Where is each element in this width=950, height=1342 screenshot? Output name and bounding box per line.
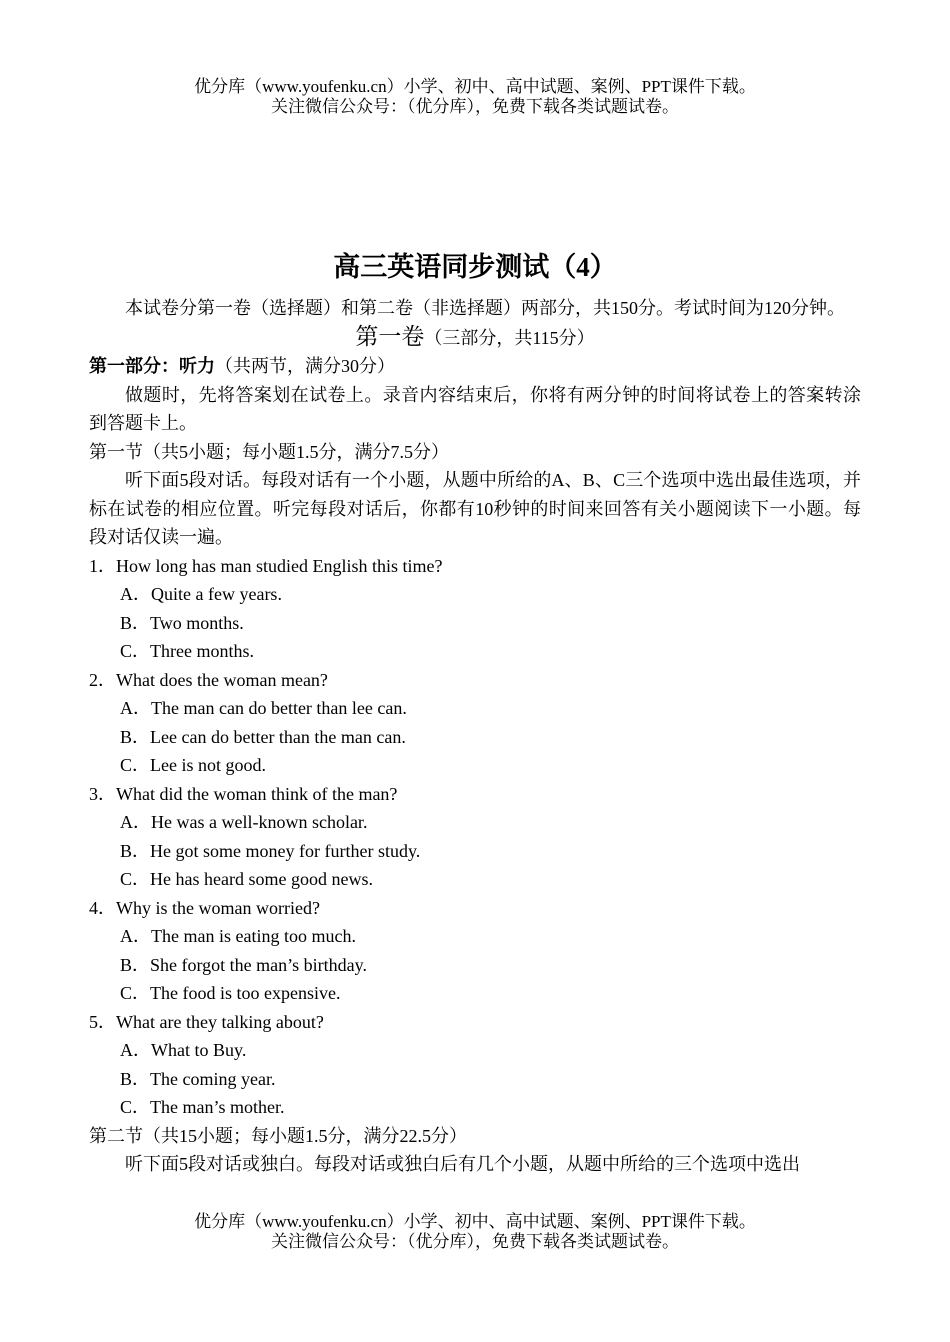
question-stem: 5．What are they talking about? [89, 1011, 324, 1032]
option-b: B．Two months. [120, 612, 244, 633]
question-stem: 3．What did the woman think of the man? [89, 783, 398, 804]
section-2-instruction: 听下面5段对话或独白。每段对话或独白后有几个小题，从题中所给的三个选项中选出 [125, 1154, 800, 1174]
question-4 [89, 894, 861, 1008]
volume-1-heading [89, 323, 861, 353]
header-line-2: 关注微信公众号：（优分库），免费下载各类试题试卷。 [271, 97, 679, 116]
volume-1-subtitle: （三部分，共115分） [424, 327, 595, 348]
question-stem: 1．How long has man studied English this time? [89, 555, 443, 576]
intro-paragraph: 本试卷分第一卷（选择题）和第二卷（非选择题）两部分，共150分。考试时间为120分钟。 [125, 298, 845, 318]
section-2-heading: 第二节（共15小题；每小题1.5分，满分22.5分） [89, 1125, 467, 1146]
document-body [89, 294, 861, 1179]
page-footer [0, 1212, 950, 1252]
option-a: A．The man is eating too much. [120, 926, 356, 946]
section-1-heading: 第一节（共5小题；每小题1.5分，满分7.5分） [89, 441, 449, 462]
option-c: C．The man’s mother. [120, 1097, 285, 1117]
question-3 [89, 780, 861, 894]
part-1-heading [89, 352, 861, 381]
question-stem: 4．Why is the woman worried? [89, 897, 320, 918]
header-line-1: 优分库（www.youfenku.cn）小学、初中、高中试题、案例、PPT课件下载。 [194, 77, 756, 96]
page-title: 高三英语同步测试（4） [333, 252, 617, 282]
option-c: C．Lee is not good. [120, 755, 266, 775]
option-c: C．The food is too expensive. [120, 983, 341, 1003]
option-a: A．Quite a few years. [120, 584, 282, 604]
question-5 [89, 1008, 861, 1122]
option-c: C．He has heard some good news. [120, 869, 373, 889]
question-2 [89, 666, 861, 780]
option-c: C．Three months. [120, 641, 254, 661]
question-stem: 2．What does the woman mean? [89, 669, 328, 690]
page-header [0, 77, 950, 117]
option-a: A．He was a well-known scholar. [120, 812, 368, 832]
part-1-instruction: 做题时，先将答案划在试卷上。录音内容结束后，你将有两分钟的时间将试卷上的答案转涂到答题卡上。 [89, 384, 861, 433]
option-b: B．Lee can do better than the man can. [120, 726, 406, 747]
footer-line-2: 关注微信公众号：（优分库），免费下载各类试题试卷。 [271, 1232, 679, 1251]
part-1-label: 第一部分：听力 [89, 356, 215, 376]
option-b: B．She forgot the man’s birthday. [120, 954, 367, 975]
option-a: A．What to Buy. [120, 1040, 247, 1060]
volume-1-title: 第一卷 [355, 323, 425, 349]
option-b: B．He got some money for further study. [120, 840, 421, 861]
section-1-instruction: 听下面5段对话。每段对话有一个小题，从题中所给的A、B、C三个选项中选出最佳选项，并标在试卷的相应位置。听完每段对话后，你都有10秒钟的时间来回答有关小题阅读下一小题。每段对话仅读一遍。 [89, 470, 861, 547]
part-1-desc: （共两节，满分30分） [215, 356, 395, 376]
question-1 [89, 552, 861, 666]
footer-line-1: 优分库（www.youfenku.cn）小学、初中、高中试题、案例、PPT课件下载。 [194, 1212, 756, 1231]
option-a: A．The man can do better than lee can. [120, 698, 407, 718]
option-b: B．The coming year. [120, 1068, 276, 1089]
